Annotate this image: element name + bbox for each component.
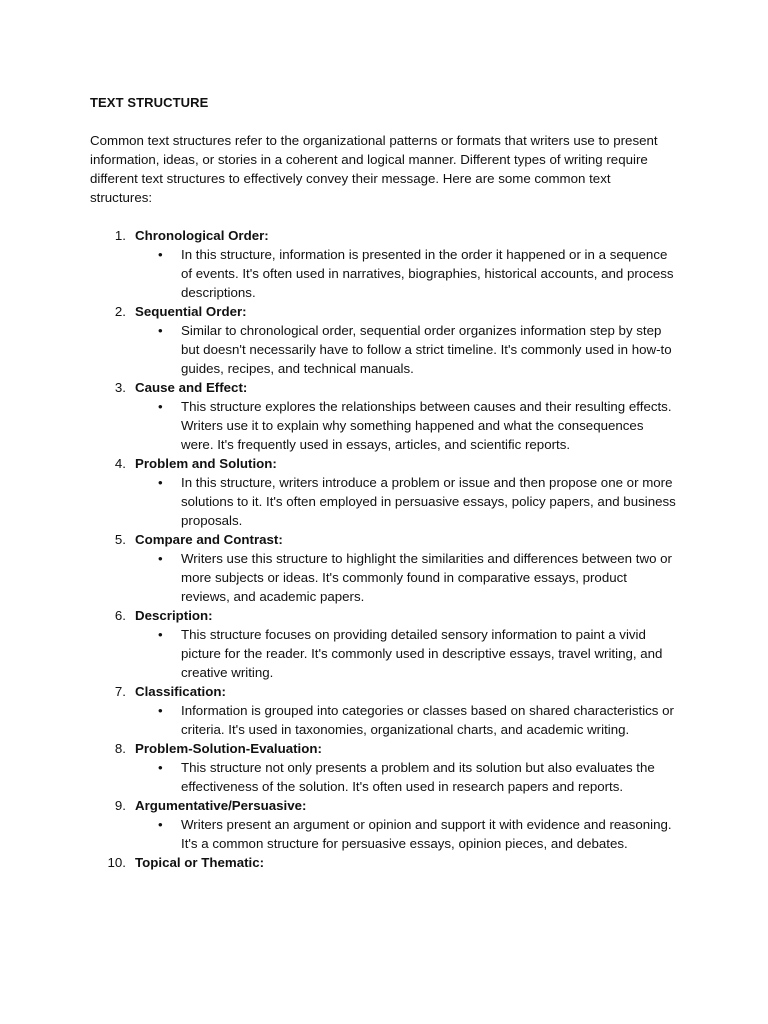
bullet-text: This structure explores the relationships between causes and their resulting effects. Writers use it to explain why something happened and what the consequences were. It's frequently used in essays, articles, and scientific reports. (181, 399, 672, 452)
bullet-text: Information is grouped into categories or classes based on shared characteristics or criteria. It's used in taxonomies, organizational charts, and academic writing. (181, 703, 674, 737)
bullet-item (0, 245, 768, 302)
bullet-text: Writers use this structure to highlight the similarities and differences between two or more subjects or ideas. It's commonly found in comparative essays, product reviews, and academic papers. (181, 551, 672, 604)
list-number: 9. (114, 798, 126, 813)
list-heading: Compare and Contrast: (135, 532, 283, 547)
bullet-dot-icon: • (158, 703, 163, 718)
list-number: 3. (114, 380, 126, 395)
page-title: TEXT STRUCTURE (90, 95, 209, 110)
list-heading: Sequential Order: (135, 304, 247, 319)
list-item (0, 530, 768, 606)
bullet-dot-icon: • (158, 475, 163, 490)
bullet-dot-icon: • (158, 399, 163, 414)
list-heading: Problem-Solution-Evaluation: (135, 741, 322, 756)
intro-paragraph: Common text structures refer to the organizational patterns or formats that writers use to present information, ideas, or stories in a coherent and logical manner. Different types of writing require different text structures to effectively convey their message. Here are some common text structures: (90, 133, 658, 205)
bullet-text: Similar to chronological order, sequential order organizes information step by step but doesn't necessarily have to follow a strict timeline. It's commonly used in how-to guides, recipes, and technical manuals. (181, 323, 672, 376)
list-number: 4. (114, 456, 126, 471)
bullet-text: Writers present an argument or opinion and support it with evidence and reasoning. It's a common structure for persuasive essays, opinion pieces, and debates. (181, 817, 672, 851)
list-item (0, 302, 768, 378)
bullet-dot-icon: • (158, 760, 163, 775)
list-item (0, 454, 768, 530)
list-item (0, 853, 768, 872)
text-structure-list (0, 226, 768, 872)
list-item (0, 606, 768, 682)
list-heading: Description: (135, 608, 213, 623)
list-number: 7. (114, 684, 126, 699)
list-item (0, 226, 768, 302)
bullet-item (0, 549, 768, 606)
bullet-dot-icon: • (158, 627, 163, 642)
list-number: 2. (114, 304, 126, 319)
list-heading: Problem and Solution: (135, 456, 277, 471)
bullet-item (0, 321, 768, 378)
list-number: 1. (114, 228, 126, 243)
bullet-text: This structure not only presents a problem and its solution but also evaluates the effectiveness of the solution. It's often used in research papers and reports. (181, 760, 655, 794)
list-heading: Topical or Thematic: (135, 855, 265, 870)
bullet-text: In this structure, information is presented in the order it happened or in a sequence of events. It's often used in narratives, biographies, historical accounts, and process descriptions. (181, 247, 674, 300)
list-heading: Cause and Effect: (135, 380, 248, 395)
list-item (0, 378, 768, 454)
list-heading: Classification: (135, 684, 226, 699)
bullet-dot-icon: • (158, 551, 163, 566)
bullet-item (0, 625, 768, 682)
list-heading: Argumentative/Persuasive: (135, 798, 307, 813)
bullet-dot-icon: • (158, 817, 163, 832)
bullet-item (0, 758, 768, 796)
bullet-text: This structure focuses on providing detailed sensory information to paint a vivid picture for the reader. It's commonly used in descriptive essays, travel writing, and creative writing. (181, 627, 663, 680)
bullet-dot-icon: • (158, 247, 163, 262)
bullet-dot-icon: • (158, 323, 163, 338)
list-item (0, 682, 768, 739)
list-number: 8. (114, 741, 126, 756)
list-heading: Chronological Order: (135, 228, 269, 243)
bullet-item (0, 701, 768, 739)
bullet-item (0, 815, 768, 853)
list-number: 10. (107, 855, 126, 870)
bullet-item (0, 473, 768, 530)
list-item (0, 739, 768, 796)
list-number: 6. (114, 608, 126, 623)
bullet-text: In this structure, writers introduce a problem or issue and then propose one or more solutions to it. It's often employed in persuasive essays, policy papers, and business proposals. (181, 475, 676, 528)
bullet-item (0, 397, 768, 454)
list-number: 5. (114, 532, 126, 547)
list-item (0, 796, 768, 853)
